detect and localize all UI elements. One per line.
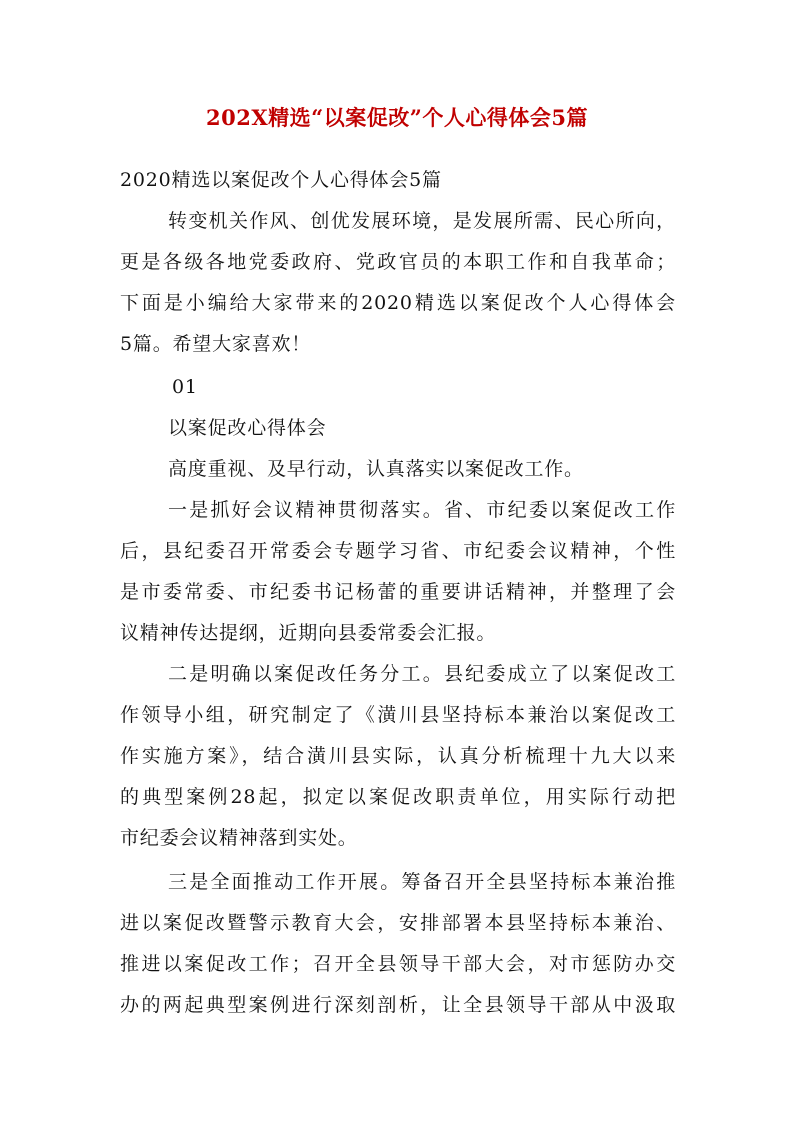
paragraph-line: 二是明确以案促改任务分工。县纪委成立了以案促改工 xyxy=(168,663,676,685)
paragraph-line: 更是各级各地党委政府、党政官员的本职工作和自我革命； xyxy=(120,251,676,273)
paragraph-line: 下面是小编给大家带来的2020精选以案促改个人心得体会 xyxy=(120,292,676,314)
paragraph-line: 推进以案促改工作；召开全县领导干部大会，对市惩防办交 xyxy=(120,953,676,975)
section-number: 01 xyxy=(172,376,198,398)
paragraph-line: 转变机关作风、创优发展环境，是发展所需、民心所向， xyxy=(168,210,676,232)
paragraph-line: 作领导小组，研究制定了《潢川县坚持标本兼治以案促改工 xyxy=(120,704,676,726)
paragraph-line: 市纪委会议精神落到实处。 xyxy=(120,827,358,849)
paragraph-line: 办的两起典型案例进行深刻剖析，让全县领导干部从中汲取 xyxy=(120,994,676,1016)
paragraph-line: 高度重视、及早行动，认真落实以案促改工作。 xyxy=(168,458,584,480)
paragraph-line: 后，县纪委召开常委会专题学习省、市纪委会议精神，个性 xyxy=(120,540,676,562)
paragraph-line: 三是全面推动工作开展。筹备召开全县坚持标本兼治推 xyxy=(168,871,676,893)
paragraph-line: 的典型案例28起，拟定以案促改职责单位，用实际行动把 xyxy=(120,786,676,808)
document-title: 202X精选“以案促改”个人心得体会5篇 xyxy=(206,105,588,130)
paragraph-line: 5篇。希望大家喜欢！ xyxy=(120,333,312,355)
paragraph-line: 议精神传达提纲，近期向县委常委会汇报。 xyxy=(120,622,497,644)
paragraph-line: 作实施方案》，结合潢川县实际，认真分析梳理十九大以来 xyxy=(120,745,676,767)
paragraph-line: 一是抓好会议精神贯彻落实。省、市纪委以案促改工作 xyxy=(168,499,676,521)
subtitle-line: 2020精选以案促改个人心得体会5篇 xyxy=(120,169,442,191)
paragraph-line: 进以案促改暨警示教育大会，安排部署本县坚持标本兼治、 xyxy=(120,912,676,934)
section-heading: 以案促改心得体会 xyxy=(168,417,327,439)
paragraph-line: 是市委常委、市纪委书记杨蕾的重要讲话精神，并整理了会 xyxy=(120,581,676,603)
